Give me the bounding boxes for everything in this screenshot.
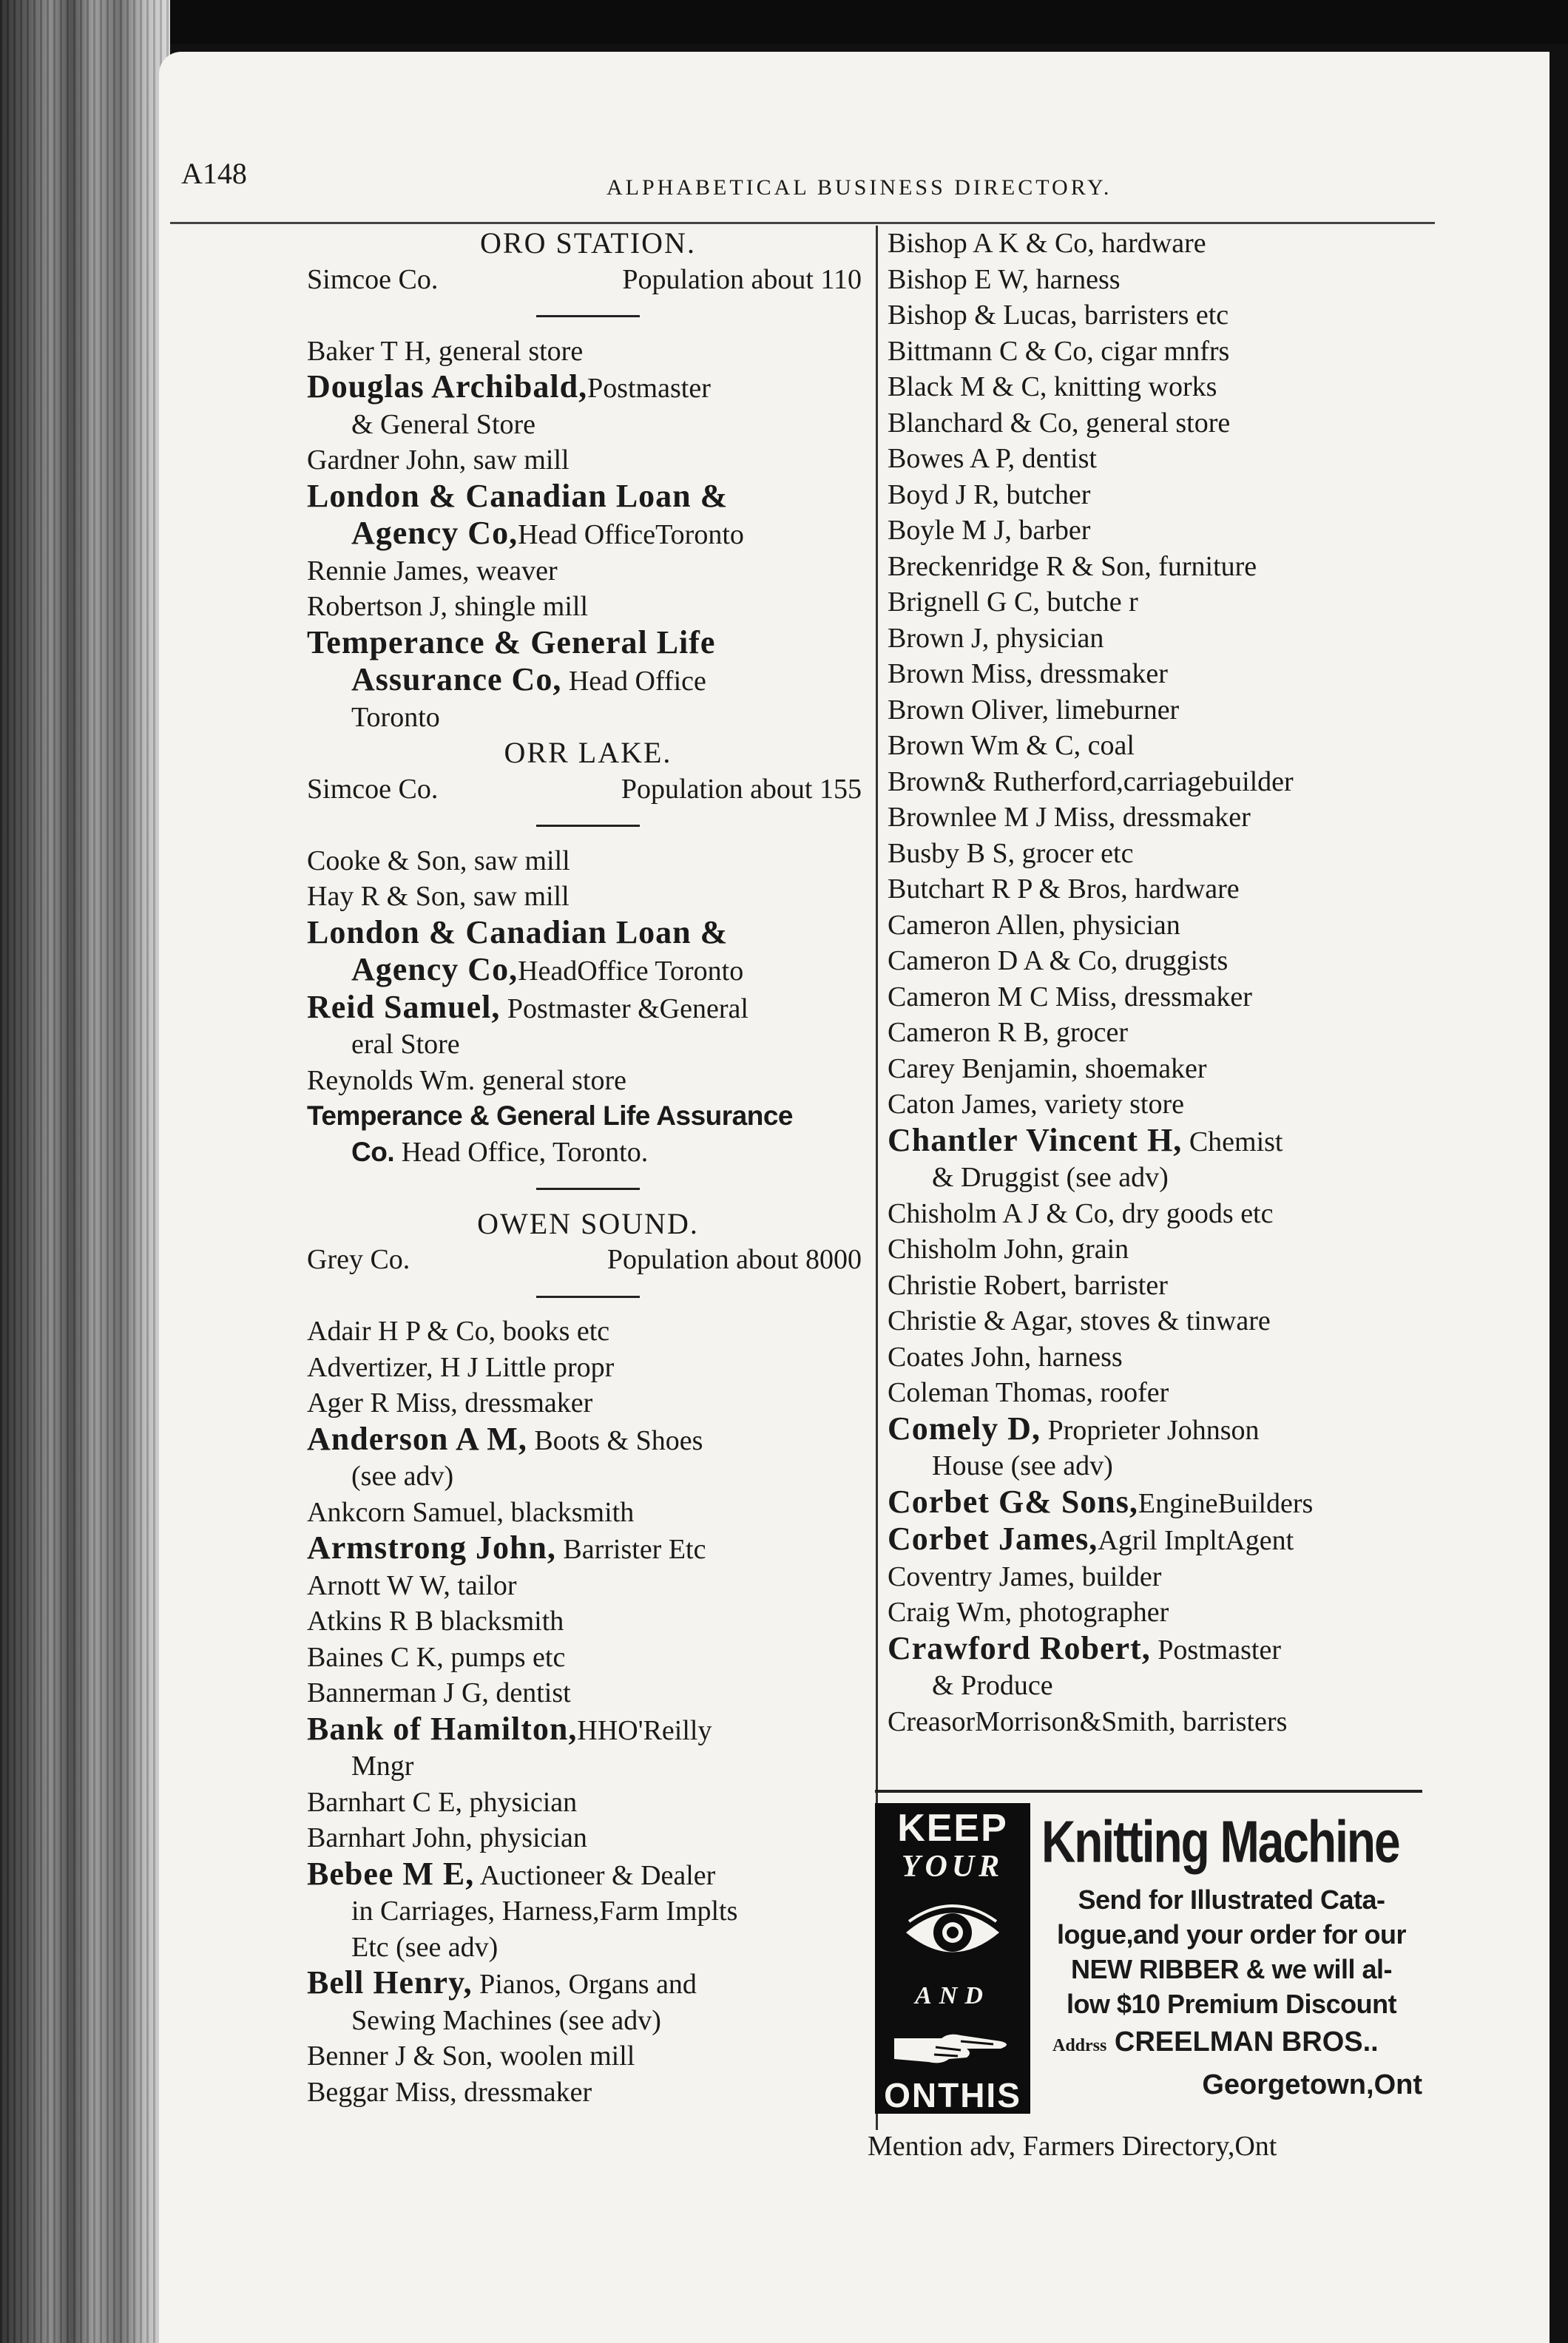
county-population-line xyxy=(307,1242,869,1278)
entry-name-bold: Chantler Vincent H, xyxy=(888,1121,1183,1158)
directory-entry xyxy=(888,943,1442,979)
entry-text: Bishop & Lucas, barristers etc xyxy=(888,300,1229,331)
directory-entry-continuation xyxy=(307,952,869,990)
directory-entry xyxy=(888,1303,1442,1339)
directory-entry-continuation xyxy=(307,700,869,736)
directory-entry xyxy=(888,549,1442,585)
directory-entry xyxy=(888,1268,1442,1304)
entry-name-bold: Bank of Hamilton, xyxy=(307,1710,578,1747)
entry-text: Bishop A K & Co, hardware xyxy=(888,228,1206,259)
directory-entry xyxy=(888,656,1442,692)
entry-text: Brown Miss, dressmaker xyxy=(888,658,1168,689)
entry-text: Benner J & Son, woolen mill xyxy=(307,2041,635,2072)
entry-text: & Produce xyxy=(932,1670,1053,1701)
entry-text: Postmaster xyxy=(1150,1634,1281,1666)
pointing-hand-icon xyxy=(890,2022,1016,2074)
header-rule xyxy=(170,222,1435,224)
directory-entry-continuation xyxy=(307,407,869,443)
ad-address-label: Addrss xyxy=(1052,2036,1107,2055)
entry-text: Postmaster &General xyxy=(500,993,748,1024)
section-rule xyxy=(307,1170,869,1206)
directory-entry xyxy=(888,1123,1442,1160)
entry-text: Beggar Miss, dressmaker xyxy=(307,2076,592,2108)
entry-text: Christie Robert, barrister xyxy=(888,1269,1168,1301)
entry-name-bold: Co. xyxy=(351,1136,395,1167)
population: Population about 110 xyxy=(622,263,862,295)
entry-name-bold: London & Canadian Loan & xyxy=(307,913,729,950)
directory-entry xyxy=(888,1375,1442,1411)
directory-entry xyxy=(888,836,1442,872)
entry-text: Baines C K, pumps etc xyxy=(307,1641,566,1673)
town-heading: ORR LAKE. xyxy=(504,736,672,769)
directory-entry xyxy=(888,728,1442,764)
entry-text: HHO'Reilly xyxy=(577,1714,712,1746)
running-head: ALPHABETICAL BUSINESS DIRECTORY. xyxy=(606,175,1112,200)
directory-entry-continuation xyxy=(888,1160,1442,1196)
directory-entry xyxy=(888,692,1442,728)
entry-text: Brown J, physician xyxy=(888,622,1104,654)
ad-address-name: CREELMAN BROS.. xyxy=(1114,2026,1379,2058)
entry-text: & General Store xyxy=(351,408,536,440)
entry-name-bold: Assurance Co, xyxy=(351,661,562,697)
directory-entry xyxy=(888,621,1442,657)
entry-text: Barnhart John, physician xyxy=(307,1822,587,1853)
directory-entry-continuation xyxy=(888,1448,1442,1484)
directory-entry-continuation xyxy=(307,1027,869,1063)
keep-your-eye-badge xyxy=(875,1803,1030,2114)
entry-text: Hay R & Son, saw mill xyxy=(307,881,570,912)
badge-and-text: AND xyxy=(915,1982,990,2009)
entry-name-bold: Reid Samuel, xyxy=(307,988,501,1025)
directory-entry xyxy=(888,1339,1442,1376)
ad-headline: Knitting Machine xyxy=(1041,1808,1399,1875)
county-population-line xyxy=(307,262,869,298)
entry-text: Chisholm John, grain xyxy=(888,1234,1129,1265)
directory-entry xyxy=(307,2038,869,2075)
entry-text: Brownlee M J Miss, dressmaker xyxy=(888,802,1251,833)
entry-text: Coventry James, builder xyxy=(888,1561,1162,1592)
entry-text: House (see adv) xyxy=(932,1450,1113,1481)
entry-text: Atkins R B blacksmith xyxy=(307,1606,564,1637)
entry-text: Chemist xyxy=(1182,1126,1283,1157)
directory-entry xyxy=(888,441,1442,477)
entry-text: Bannerman J G, dentist xyxy=(307,1677,571,1708)
county-name: Simcoe Co. xyxy=(307,263,439,295)
page-number: A148 xyxy=(181,157,247,190)
directory-entry xyxy=(307,2075,869,2111)
section-rule xyxy=(307,1278,869,1314)
entry-text: Boyle M J, barber xyxy=(888,515,1091,546)
directory-entry xyxy=(888,1521,1442,1559)
entry-name-bold: Armstrong John, xyxy=(307,1529,556,1566)
directory-entry xyxy=(888,477,1442,513)
entry-text: Cooke & Son, saw mill xyxy=(307,845,570,876)
badge-onthis-text: ONTHIS xyxy=(884,2076,1021,2114)
entry-text: Mngr xyxy=(351,1751,414,1782)
directory-entry xyxy=(888,584,1442,621)
entry-text: Boyd J R, butcher xyxy=(888,479,1091,510)
population: Population about 155 xyxy=(621,773,862,805)
directory-entry xyxy=(888,907,1442,944)
entry-text: Butchart R P & Bros, hardware xyxy=(888,873,1240,905)
entry-text: Cameron M C Miss, dressmaker xyxy=(888,981,1252,1012)
entry-text: Bowes A P, dentist xyxy=(888,443,1097,474)
directory-entry xyxy=(888,1595,1442,1631)
directory-entry xyxy=(307,915,869,953)
directory-entry xyxy=(888,1196,1442,1232)
directory-entry xyxy=(307,1098,869,1135)
directory-entry xyxy=(307,843,869,879)
directory-entry xyxy=(307,1568,869,1604)
entry-text: Barnhart C E, physician xyxy=(307,1786,578,1818)
entry-text: Brown Oliver, limeburner xyxy=(888,694,1180,726)
entry-text: Bittmann C & Co, cigar mnfrs xyxy=(888,335,1230,367)
entry-name-bold: Temperance & General Life Assurance xyxy=(307,1100,793,1131)
entry-text: Bishop E W, harness xyxy=(888,263,1121,295)
directory-entry xyxy=(888,871,1442,907)
entry-text: Toronto xyxy=(351,701,440,733)
entry-name-bold: Bebee M E, xyxy=(307,1855,475,1892)
scan-border xyxy=(0,0,1568,44)
book-page-edges xyxy=(0,0,170,2343)
town-heading: OWEN SOUND. xyxy=(477,1206,699,1240)
ad-body-line: logue,and your order for our xyxy=(1056,1919,1407,1950)
directory-entry-continuation xyxy=(888,1668,1442,1704)
entry-name-bold: Crawford Robert, xyxy=(888,1629,1151,1666)
directory-entry xyxy=(888,513,1442,549)
directory-entry xyxy=(307,1495,869,1531)
entry-text: Head Office, Toronto. xyxy=(394,1136,649,1168)
directory-entry xyxy=(888,764,1442,800)
directory-entry xyxy=(307,1530,869,1568)
entry-text: Ankcorn Samuel, blacksmith xyxy=(307,1496,635,1528)
entry-text: Agril ImpltAgent xyxy=(1098,1525,1294,1556)
directory-entry xyxy=(888,262,1442,298)
directory-entry xyxy=(307,1063,869,1099)
entry-name-bold: Corbet G& Sons, xyxy=(888,1483,1138,1520)
entry-text: Blanchard & Co, general store xyxy=(888,407,1231,439)
entry-text: Caton James, variety store xyxy=(888,1089,1185,1120)
directory-entry xyxy=(307,1965,869,2003)
entry-text: (see adv) xyxy=(351,1461,454,1492)
directory-entry xyxy=(307,1785,869,1821)
entry-text: Head OfficeToronto xyxy=(518,519,744,550)
directory-entry xyxy=(307,625,869,663)
entry-text: Arnott W W, tailor xyxy=(307,1569,517,1601)
ad-body xyxy=(1039,1882,1424,2021)
entry-text: Cameron D A & Co, druggists xyxy=(888,945,1229,976)
entry-text: Gardner John, saw mill xyxy=(307,444,570,476)
directory-entry xyxy=(888,1411,1442,1449)
entry-text: Reynolds Wm. general store xyxy=(307,1064,626,1096)
section-rule xyxy=(307,297,869,334)
entry-text: eral Store xyxy=(351,1029,460,1060)
entry-text: Proprieter Johnson xyxy=(1040,1414,1260,1446)
directory-entry-continuation xyxy=(307,1930,869,1966)
eye-icon xyxy=(903,1899,1002,1966)
directory-entry xyxy=(307,1711,869,1749)
directory-entry xyxy=(888,405,1442,442)
directory-entry-continuation xyxy=(307,515,869,553)
directory-entry xyxy=(888,297,1442,334)
directory-entry-continuation xyxy=(307,1893,869,1930)
entry-text: Carey Benjamin, shoemaker xyxy=(888,1052,1207,1084)
directory-entry xyxy=(888,1086,1442,1123)
entry-text: Cameron Allen, physician xyxy=(888,909,1180,941)
entry-name-bold: Bell Henry, xyxy=(307,1964,473,2001)
directory-entry xyxy=(888,1484,1442,1522)
entry-text: Chisholm A J & Co, dry goods etc xyxy=(888,1197,1274,1229)
entry-text: Advertizer, H J Little propr xyxy=(307,1351,615,1383)
directory-entry xyxy=(888,334,1442,370)
directory-entry xyxy=(888,979,1442,1015)
directory-entry-continuation xyxy=(307,662,869,700)
directory-entry xyxy=(307,1421,869,1459)
directory-entry xyxy=(888,1704,1442,1740)
ad-rule xyxy=(875,1790,1422,1793)
entry-text: Sewing Machines (see adv) xyxy=(351,2004,661,2036)
badge-your-text: YOUR xyxy=(901,1850,1004,1884)
entry-text: Barrister Etc xyxy=(555,1534,706,1565)
entry-text: Brignell G C, butche r xyxy=(888,586,1138,618)
entry-text: Robertson J, shingle mill xyxy=(307,591,588,622)
directory-entry xyxy=(307,442,869,479)
entry-text: Pianos, Organs and xyxy=(472,1969,697,2000)
entry-text: Busby B S, grocer etc xyxy=(888,837,1134,869)
entry-text: Baker T H, general store xyxy=(307,335,584,367)
directory-entry xyxy=(307,1603,869,1640)
entry-name-bold: Agency Co, xyxy=(351,515,518,551)
page-header xyxy=(170,152,1442,203)
right-column xyxy=(888,226,1442,1740)
entry-text: Cameron R B, grocer xyxy=(888,1017,1129,1048)
directory-entry xyxy=(307,1675,869,1711)
entry-text: Boots & Shoes xyxy=(527,1424,703,1456)
directory-entry xyxy=(307,479,869,516)
county-name: Simcoe Co. xyxy=(307,773,439,805)
entry-text: Brown& Rutherford,carriagebuilder xyxy=(888,765,1294,797)
entry-name-bold: London & Canadian Loan & xyxy=(307,477,729,514)
directory-entry xyxy=(307,1856,869,1894)
directory-entry xyxy=(307,1350,869,1386)
entry-text: in Carriages, Harness,Farm Implts xyxy=(351,1896,738,1927)
population: Population about 8000 xyxy=(606,1244,862,1275)
entry-name-bold: Agency Co, xyxy=(351,951,518,987)
directory-entry-continuation xyxy=(307,1748,869,1785)
entry-text: & Druggist (see adv) xyxy=(932,1162,1169,1193)
directory-entry xyxy=(307,990,869,1027)
entry-name-bold: Temperance & General Life xyxy=(307,623,716,660)
directory-entry xyxy=(307,1640,869,1676)
entry-text: Auctioneer & Dealer xyxy=(474,1859,716,1891)
entry-text: Ager R Miss, dressmaker xyxy=(307,1387,593,1419)
entry-text: Adair H P & Co, books etc xyxy=(307,1316,610,1347)
entry-text: EngineBuilders xyxy=(1138,1487,1314,1519)
directory-entry xyxy=(307,1385,869,1421)
entry-text: Brown Wm & C, coal xyxy=(888,730,1135,761)
directory-entry xyxy=(307,879,869,915)
entry-text: Etc (see adv) xyxy=(351,1931,499,1963)
ad-footer: Mention adv, Farmers Directory,Ont xyxy=(868,2131,1277,2162)
entry-text: Rennie James, weaver xyxy=(307,555,558,586)
directory-entry-continuation xyxy=(307,1458,869,1495)
section-rule xyxy=(307,807,869,843)
entry-name-bold: Anderson A M, xyxy=(307,1420,527,1457)
ad-address-city: Georgetown,Ont xyxy=(1202,2069,1422,2100)
directory-entry xyxy=(307,553,869,589)
directory-entry xyxy=(307,1314,869,1350)
entry-text: Head Office xyxy=(561,666,706,697)
ad-body-line: NEW RIBBER & we will al- xyxy=(1070,1954,1393,1984)
ad-address xyxy=(1052,2026,1422,2058)
entry-name-bold: Douglas Archibald, xyxy=(307,368,588,405)
badge-keep-text: KEEP xyxy=(897,1807,1008,1850)
entry-text: Postmaster xyxy=(587,373,711,404)
entry-text: Craig Wm, photographer xyxy=(888,1597,1169,1628)
directory-entry xyxy=(888,1231,1442,1268)
directory-entry xyxy=(307,334,869,370)
directory-entry xyxy=(307,1820,869,1856)
directory-entry xyxy=(307,369,869,407)
left-column xyxy=(307,226,869,2110)
directory-entry xyxy=(888,1631,1442,1668)
entry-text: Breckenridge R & Son, furniture xyxy=(888,550,1257,582)
entry-text: CreasorMorrison&Smith, barristers xyxy=(888,1705,1288,1737)
directory-entry xyxy=(888,1559,1442,1595)
directory-entry xyxy=(888,369,1442,405)
ad-body-line: low $10 Premium Discount xyxy=(1066,1989,1397,2019)
county-population-line xyxy=(307,771,869,808)
ad-body-line: Send for Illustrated Cata- xyxy=(1078,1884,1385,1915)
directory-entry xyxy=(307,589,869,625)
directory-entry-continuation xyxy=(307,2003,869,2039)
directory-entry xyxy=(888,1051,1442,1087)
directory-entry xyxy=(888,799,1442,836)
entry-text: HeadOffice Toronto xyxy=(518,956,744,987)
entry-name-bold: Comely D, xyxy=(888,1410,1041,1447)
directory-entry-continuation xyxy=(307,1135,869,1171)
directory-entry xyxy=(888,1015,1442,1051)
entry-name-bold: Corbet James, xyxy=(888,1521,1098,1557)
entry-text: Coates John, harness xyxy=(888,1341,1123,1373)
entry-text: Coleman Thomas, roofer xyxy=(888,1377,1169,1408)
county-name: Grey Co. xyxy=(307,1244,410,1275)
knitting-machine-advertisement xyxy=(868,1790,1422,2174)
entry-text: Christie & Agar, stoves & tinware xyxy=(888,1305,1271,1336)
directory-entry xyxy=(888,226,1442,262)
town-heading: ORO STATION. xyxy=(480,226,696,260)
entry-text: Black M & C, knitting works xyxy=(888,371,1217,402)
